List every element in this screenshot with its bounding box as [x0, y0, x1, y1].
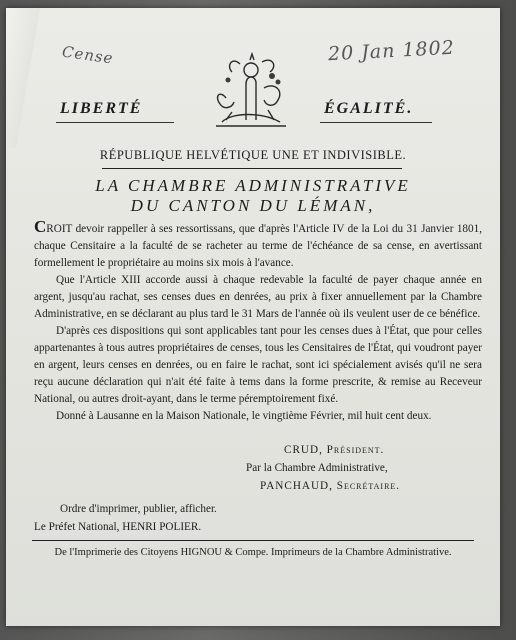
document-page: [6, 8, 500, 626]
imprint-rule: [32, 540, 474, 541]
signature-chamber: Par la Chambre Administrative,: [246, 462, 388, 474]
paragraph-1: [34, 218, 482, 272]
print-order: Ordre d'imprimer, publier, afficher.: [60, 503, 217, 515]
motto-liberte: LIBERTÉ: [60, 100, 143, 117]
motto-underline-right: [320, 122, 432, 123]
motto-underline-left: [56, 122, 174, 123]
paragraph-1-text: ROIT devoir rappeller à ses ressortissans, que d'après l'Article IV de la Loi du 31 Janvier 1801, chaque Censitaire a la faculté de se racheter au terme de l'échéance de sa cense, en avertissant formellement le propriétaire au moins six mois à l'avance.: [34, 223, 482, 269]
signature-president: CRUD, Président.: [284, 444, 385, 456]
printer-imprint: De l'Imprimerie des Citoyens HIGNOU & Compe. Imprimeurs de la Chambre Administrative.: [54, 547, 452, 558]
paragraph-2: Que l'Article XIII accorde aussi à chaque redevable la faculté de payer chaque année en argent, jusqu'au rachat, ses censes dues en denrées, au prix à fixer annuellement par la Chambre Administrative, en se déclarant au plus tard le 31 Mars de l'année où ils veulent user de ce bénéfice.: [34, 274, 482, 320]
paragraph-3: D'après ces dispositions qui sont applicables tant pour les censes dues à l'État, que pour celles appartenantes à tous autres propriétaires de censes, tous les Censitaires de l'État, qui voudront payer en argent, leurs censes en denrées, ou en faire le rachat, sont ici spécialement avisés qu'il ne sera reçu aucune déclaration qui n'ait été faite à tems dans la forme prescrite, & remise au Receveur National, ou autres droit-ayant, dans le terme péremptoirement fixé.: [34, 325, 482, 405]
decree-body: [34, 218, 482, 425]
paragraph-4: Donné à Lausanne en la Maison Nationale, le vingtième Février, mil huit cent deux.: [56, 410, 432, 422]
signature-secretary: PANCHAUD, Secrétaire.: [260, 480, 401, 492]
canton-title: DU CANTON DU LÉMAN,: [130, 196, 376, 215]
drop-cap: C: [34, 217, 47, 236]
handwritten-date: 20 Jan 1802: [327, 36, 456, 66]
chamber-title: LA CHAMBRE ADMINISTRATIVE: [95, 176, 411, 195]
republic-heading: RÉPUBLIQUE HELVÉTIQUE UNE ET INDIVISIBLE.: [99, 148, 407, 162]
liberty-vignette-emblem: [202, 52, 298, 134]
handwritten-note-left: Cense: [60, 42, 115, 68]
prefect-signature: Le Préfet National, HENRI POLIER.: [34, 521, 202, 533]
motto-egalite: ÉGALITÉ.: [324, 100, 414, 117]
heading-rule: [102, 168, 402, 169]
